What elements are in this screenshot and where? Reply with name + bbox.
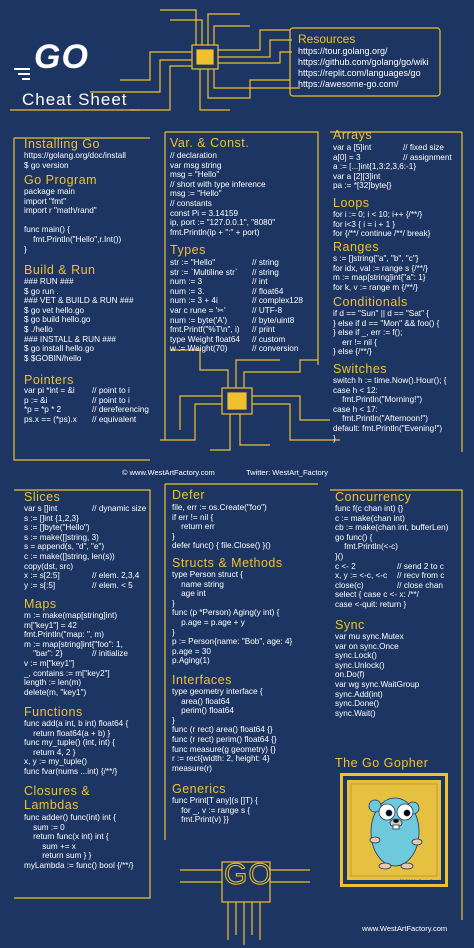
code-line: for {/**/ continue /**/ break} — [333, 229, 431, 239]
code-row — [335, 590, 465, 600]
twitter-text: Twitter: WestArt_Factory — [246, 468, 328, 477]
code-comment: // elem. 2,3,4 — [92, 571, 140, 581]
types-block — [170, 258, 320, 354]
code-line: fmt.Println("Afternoon!") — [333, 414, 428, 424]
structs-block — [172, 570, 292, 666]
code-row — [24, 581, 154, 591]
code-row — [24, 504, 154, 514]
code-text: func f(c chan int) {} — [335, 504, 404, 513]
code-line: sync.Wait() — [335, 708, 376, 718]
maps-block — [24, 611, 154, 697]
section-conditionals: Conditionals — [333, 295, 408, 309]
code-row — [24, 621, 154, 631]
speed-lines-icon — [12, 50, 32, 64]
code-text: x := s[2:5] — [24, 571, 60, 581]
code-row — [24, 611, 154, 621]
code-text: m["key1"] = 42 — [24, 620, 77, 630]
closures-block — [24, 813, 133, 871]
resource-link-1[interactable]: https://tour.golang.org/ — [298, 46, 388, 56]
code-line: for k, v := range m {/**/} — [333, 282, 418, 292]
code-comment: // UTF-8 — [252, 305, 283, 315]
code-line: name string — [172, 579, 224, 589]
defer-block — [172, 503, 271, 551]
code-row — [24, 415, 154, 425]
code-row — [24, 669, 154, 679]
code-text: s := make([]string, 3) — [24, 532, 99, 542]
code-line: type geometry interface { — [172, 687, 263, 696]
code-text: y := s[:5] — [24, 580, 56, 590]
ranges-block — [333, 254, 428, 292]
code-comment: // print — [252, 325, 275, 335]
code-text: delete(m, "key1") — [24, 687, 87, 697]
section-loops: Loops — [333, 196, 370, 210]
code-line: sync.Lock() — [335, 651, 377, 661]
code-text: select { case c <- x: /**/ — [335, 590, 419, 600]
code-line: } else if _, err := f(); — [333, 328, 403, 338]
code-line: ip, port := "127.0.0.1", "8080" — [170, 218, 276, 228]
code-line: // declaration — [170, 151, 217, 160]
code-row — [170, 287, 320, 297]
code-line: r := rect{width: 2, height: 4} — [172, 754, 270, 764]
arrays-block — [333, 143, 463, 191]
code-row — [24, 386, 154, 396]
code-text: var a [5]int — [333, 143, 372, 152]
code-line: myLambda := func() bool {/**/} — [24, 860, 134, 870]
gopher-icon — [347, 780, 441, 880]
section-closures: Closures & — [24, 784, 91, 798]
code-line: area() float64 — [172, 696, 230, 706]
functions-block — [24, 719, 128, 777]
code-line: return float64(a + b) } — [24, 728, 111, 738]
code-text: num := 3. — [170, 286, 205, 296]
code-line: fmt.Println("Hello",r.Int()) — [24, 234, 122, 244]
code-line: p.Aging(1) — [172, 656, 210, 666]
code-line: const Pi = 3.14159 — [170, 208, 239, 218]
code-comment: // int — [252, 277, 268, 287]
code-comment: // initialize — [92, 649, 128, 659]
code-line: func my_tuple() (int, int) { — [24, 738, 116, 748]
code-row — [335, 504, 465, 514]
code-text: cb := make(chan int, bufferLen) — [335, 523, 449, 533]
code-line — [24, 216, 121, 226]
code-text: ps.x == (*ps).x — [24, 414, 77, 424]
page-title: Cheat Sheet — [22, 90, 128, 109]
code-comment: // conversion — [252, 344, 299, 354]
code-comment: // recv from c — [397, 571, 445, 581]
code-line: ### VET & BUILD & RUN ### — [24, 296, 134, 306]
code-line: file, err := os.Create("foo") — [172, 503, 267, 512]
code-line: ### INSTALL & RUN ### — [24, 334, 116, 344]
code-line: ### RUN ### — [24, 277, 74, 286]
code-comment: // dereferencing — [92, 405, 149, 415]
code-line: sum += x — [24, 841, 76, 851]
code-row — [24, 678, 154, 688]
code-row — [335, 523, 465, 533]
code-line: case h < 17: — [333, 404, 378, 414]
code-text: var c rune = '✂' — [170, 305, 226, 315]
section-concurrency: Concurrency — [335, 490, 412, 504]
code-line: sum := 0 — [24, 822, 65, 832]
code-comment: // dynamic size — [92, 504, 147, 513]
footer-website[interactable]: www.WestArtFactory.com — [362, 924, 448, 933]
code-line: sync.Add(int) — [335, 689, 383, 699]
code-row — [170, 268, 320, 278]
var-block — [170, 151, 275, 237]
code-row — [170, 306, 320, 316]
section-generics: Generics — [172, 782, 227, 796]
code-row — [170, 316, 320, 326]
section-slices: Slices — [24, 490, 61, 504]
code-row — [333, 162, 463, 172]
resource-link-3[interactable]: https://replit.com/languages/go — [298, 68, 421, 78]
code-text: type Weight float64 — [170, 334, 240, 344]
code-row — [333, 181, 463, 191]
code-comment: // byte/uint8 — [252, 315, 295, 325]
code-line: } — [172, 627, 175, 637]
code-line: type Person struct { — [172, 570, 243, 579]
code-line: func Print[T any](s []T) { — [172, 796, 258, 805]
code-text: x, y := <-c, <-c — [335, 571, 388, 581]
code-row — [24, 542, 154, 552]
section-structs: Structs & Methods — [172, 556, 283, 570]
logo-text: GO — [34, 38, 89, 76]
code-row — [24, 649, 154, 659]
code-comment: // send 2 to c — [397, 561, 444, 571]
code-comment: // elem. < 5 — [92, 580, 133, 590]
code-row — [24, 405, 154, 415]
code-text: go func() { — [335, 532, 373, 542]
code-text: var a [2][3]int — [333, 171, 381, 181]
code-line: } — [172, 715, 175, 725]
section-types: Types — [170, 243, 206, 257]
gopher-image-frame — [340, 773, 448, 887]
code-line: for idx, val := range s {/**/} — [333, 263, 428, 273]
interfaces-block — [172, 687, 277, 773]
code-comment: // assignment — [403, 152, 452, 162]
cond-block — [333, 309, 439, 357]
code-line: case h < 12: — [333, 385, 378, 395]
code-line: $ go run . — [24, 286, 59, 296]
code-text: c := make(chan int) — [335, 513, 405, 523]
code-line: p.age = p.age + y — [172, 617, 245, 627]
build-block — [24, 277, 134, 363]
code-comment: // close chan — [397, 580, 443, 590]
code-text: w := Weight(70) — [170, 344, 228, 354]
code-line: } — [172, 531, 175, 541]
code-text: "bar": 2} — [24, 649, 63, 659]
code-row — [24, 630, 154, 640]
section-switches: Switches — [333, 362, 388, 376]
code-row — [170, 277, 320, 287]
code-line: for _, v := range s { — [172, 805, 251, 815]
code-line: return 4, 2 } — [24, 747, 76, 757]
resources-title: Resources — [298, 32, 356, 46]
code-row — [335, 552, 465, 562]
generics-block — [172, 796, 258, 825]
code-text: fmt.Println(<-c) — [335, 542, 399, 552]
code-line: sync.Done() — [335, 699, 380, 709]
code-line: switch h := time.Now().Hour(); { — [333, 376, 447, 385]
section-build-run: Build & Run — [24, 263, 96, 277]
code-text: s := []byte("Hello") — [24, 523, 90, 533]
code-row — [170, 325, 320, 335]
code-text: num := 3 — [170, 277, 203, 287]
code-comment: // string — [252, 258, 279, 267]
code-line: } — [333, 433, 336, 443]
code-text: _, contains := m["key2"] — [24, 668, 110, 678]
code-line: $ ./hello — [24, 324, 53, 334]
code-line: msg = "Hello" — [170, 170, 220, 180]
code-comment: // equivalent — [92, 414, 137, 424]
code-line: perim() float64 — [172, 706, 234, 716]
code-text: close(c) — [335, 580, 364, 590]
code-row — [333, 143, 463, 153]
code-line: if d == "Sun" || d == "Sat" { — [333, 309, 429, 318]
code-row — [170, 258, 320, 268]
code-row — [24, 659, 154, 669]
pointers-block — [24, 386, 154, 424]
code-comment: // complex128 — [252, 296, 303, 306]
code-line: package main — [24, 187, 75, 196]
code-line: func main() { — [24, 225, 70, 235]
loops-block — [333, 210, 430, 239]
slices-block — [24, 504, 154, 590]
code-line: $ go install hello.go — [24, 344, 95, 354]
section-arrays: Arrays — [333, 128, 373, 142]
credit-text: © www.WestArtFactory.com — [122, 468, 215, 477]
code-comment: // point to i — [92, 386, 130, 395]
code-line: p := Person{name: "Bob", age: 4} — [172, 637, 293, 647]
code-comment: // string — [252, 267, 279, 277]
code-line: default: fmt.Println("Evening!") — [333, 423, 443, 433]
code-line: import r "math/rand" — [24, 206, 97, 216]
section-installing-go: Installing Go — [24, 137, 100, 151]
code-line: return sum } } — [24, 851, 92, 861]
code-line: var wg sync.WaitGroup — [335, 679, 420, 689]
code-comment: // point to i — [92, 395, 130, 405]
code-line: fmt.Println(ip + ":" + port) — [170, 227, 260, 237]
code-line: func add(a int, b int) float64 { — [24, 719, 129, 728]
code-line: https://golang.org/doc/install — [24, 151, 126, 160]
code-line: if err != nil { — [172, 512, 214, 522]
code-row — [335, 571, 465, 581]
section-go-program: Go Program — [24, 173, 98, 187]
code-text: c <- 2 — [335, 561, 356, 571]
code-row — [24, 571, 154, 581]
code-row — [170, 335, 320, 345]
gopher-credit: CC BY 3.0 - Renee French — [399, 879, 441, 883]
code-line: func (r rect) area() float64 {} — [172, 725, 273, 735]
code-line: return func(x int) int { — [24, 832, 109, 842]
code-text: }() — [335, 551, 344, 561]
code-line: $ go vet hello.go — [24, 305, 85, 315]
section-sync: Sync — [335, 618, 365, 632]
code-comment: // custom — [252, 334, 286, 344]
code-line: p.age = 30 — [172, 646, 211, 656]
code-text: m := make(map[string]int) — [24, 611, 118, 620]
code-text: var s []int — [24, 504, 58, 513]
code-comment: // float64 — [252, 286, 284, 296]
code-text: fmt.Printf("%T\n", i) — [170, 325, 240, 335]
code-line: return err — [172, 522, 215, 532]
section-maps: Maps — [24, 597, 57, 611]
code-row — [170, 344, 320, 354]
code-text: a[0] = 3 — [333, 152, 361, 162]
code-text: *p = *p * 2 — [24, 405, 62, 415]
code-line: } else if d == "Mon" && foo() { — [333, 318, 440, 328]
section-var-const: Var. & Const. — [170, 136, 250, 150]
bottom-go-logo: GO — [224, 858, 273, 891]
code-line: // constants — [170, 198, 212, 208]
code-line: func adder() func(int) int { — [24, 813, 116, 822]
code-line: func (p *Person) Aging(y int) { — [172, 608, 280, 618]
code-line: func (r rect) perim() float64 {} — [172, 734, 277, 744]
code-text: num := byte('A') — [170, 315, 228, 325]
section-functions: Functions — [24, 705, 83, 719]
code-row — [335, 581, 465, 591]
code-row — [24, 396, 154, 406]
section-lambdas: Lambdas — [24, 798, 79, 812]
code-row — [333, 153, 463, 163]
code-row — [24, 523, 154, 533]
code-line: func measure(g geometry) {} — [172, 744, 276, 754]
code-line: on.Do(f) — [335, 670, 365, 680]
concurrency-block — [335, 504, 465, 610]
section-pointers: Pointers — [24, 373, 74, 387]
switches-block — [333, 376, 447, 443]
code-row — [335, 514, 465, 524]
code-text: s := []int {1,2,3} — [24, 513, 79, 523]
sync-block — [335, 632, 419, 718]
code-text: a := [...]int{1,3:2,3,6:-1} — [333, 162, 417, 172]
code-row — [24, 562, 154, 572]
code-line: var mu sync.Mutex — [335, 632, 404, 641]
code-text: str := `Multiline str` — [170, 267, 238, 277]
code-row — [24, 533, 154, 543]
resources-panel — [298, 32, 438, 90]
code-line: defer func() { file.Close() }() — [172, 541, 271, 551]
resource-link-2[interactable]: https://github.com/golang/go/wiki — [298, 57, 429, 67]
code-line: var on sync.Once — [335, 641, 399, 651]
resource-link-4[interactable]: https://awesome-go.com/ — [298, 79, 399, 89]
code-row — [333, 172, 463, 182]
code-text: m := map[string]int{"foo": 1, — [24, 639, 123, 649]
code-line: $ go version — [24, 160, 69, 170]
code-line: sync.Unlock() — [335, 660, 385, 670]
code-row — [335, 562, 465, 572]
code-line: fmt.Print(v) }} — [172, 815, 229, 825]
code-text: copy(dst, src) — [24, 561, 74, 571]
code-text: v := m["key1"] — [24, 658, 75, 668]
code-line: err != nil { — [333, 337, 377, 347]
code-text: fmt.Println("map: ", m) — [24, 630, 104, 640]
code-text: str := "Hello" — [170, 258, 216, 267]
code-text: num := 3 + 4i — [170, 296, 218, 306]
section-defer: Defer — [172, 488, 206, 502]
code-row — [335, 542, 465, 552]
code-row — [24, 640, 154, 650]
code-line: } else {/**/} — [333, 347, 372, 357]
code-line: m := map[string]int{"a": 1} — [333, 273, 426, 283]
code-line: fmt.Println("Morning!") — [333, 395, 423, 405]
code-row — [170, 296, 320, 306]
gopher-image — [347, 780, 441, 880]
code-row — [24, 514, 154, 524]
code-line: measure(r) — [172, 763, 213, 773]
code-row — [24, 552, 154, 562]
code-text: var pi *int = &i — [24, 386, 75, 395]
code-line: x, y := my_tuple() — [24, 757, 88, 767]
install-block — [24, 151, 126, 170]
code-text: length := len(m) — [24, 678, 82, 688]
code-line: var msg string — [170, 160, 222, 170]
code-line: $ $GOBIN/hello — [24, 353, 82, 363]
code-line: s := []string{"a", "b", "c"} — [333, 254, 419, 263]
code-comment: // fixed size — [403, 143, 444, 152]
code-line: $ go build hello.go — [24, 315, 91, 325]
program-block — [24, 187, 121, 254]
code-line: } — [24, 244, 27, 254]
code-row — [335, 600, 465, 610]
code-text: case <-quit: return } — [335, 599, 407, 609]
code-line: for i<3 { i = i + 1 } — [333, 219, 396, 229]
code-line: msg := "Hello" — [170, 189, 222, 199]
go-logo — [34, 38, 89, 77]
code-text: p := &i — [24, 395, 48, 405]
section-gopher: The Go Gopher — [335, 756, 429, 770]
code-text: pa := *[32]byte{} — [333, 181, 392, 191]
code-line: for i := 0; i < 10; i++ {/**/} — [333, 210, 423, 219]
code-line: } — [172, 598, 175, 608]
section-ranges: Ranges — [333, 240, 380, 254]
code-row — [335, 533, 465, 543]
code-text: c := make([]string, len(s)) — [24, 551, 115, 561]
code-line: func fvar(nums ...int) {/**/} — [24, 766, 118, 776]
code-line: import "fmt" — [24, 196, 67, 206]
code-line: // short with type inference — [170, 179, 266, 189]
code-row — [24, 688, 154, 698]
code-line: age int — [172, 589, 206, 599]
code-text: s = append(s, "d", "e") — [24, 542, 105, 552]
section-interfaces: Interfaces — [172, 673, 232, 687]
